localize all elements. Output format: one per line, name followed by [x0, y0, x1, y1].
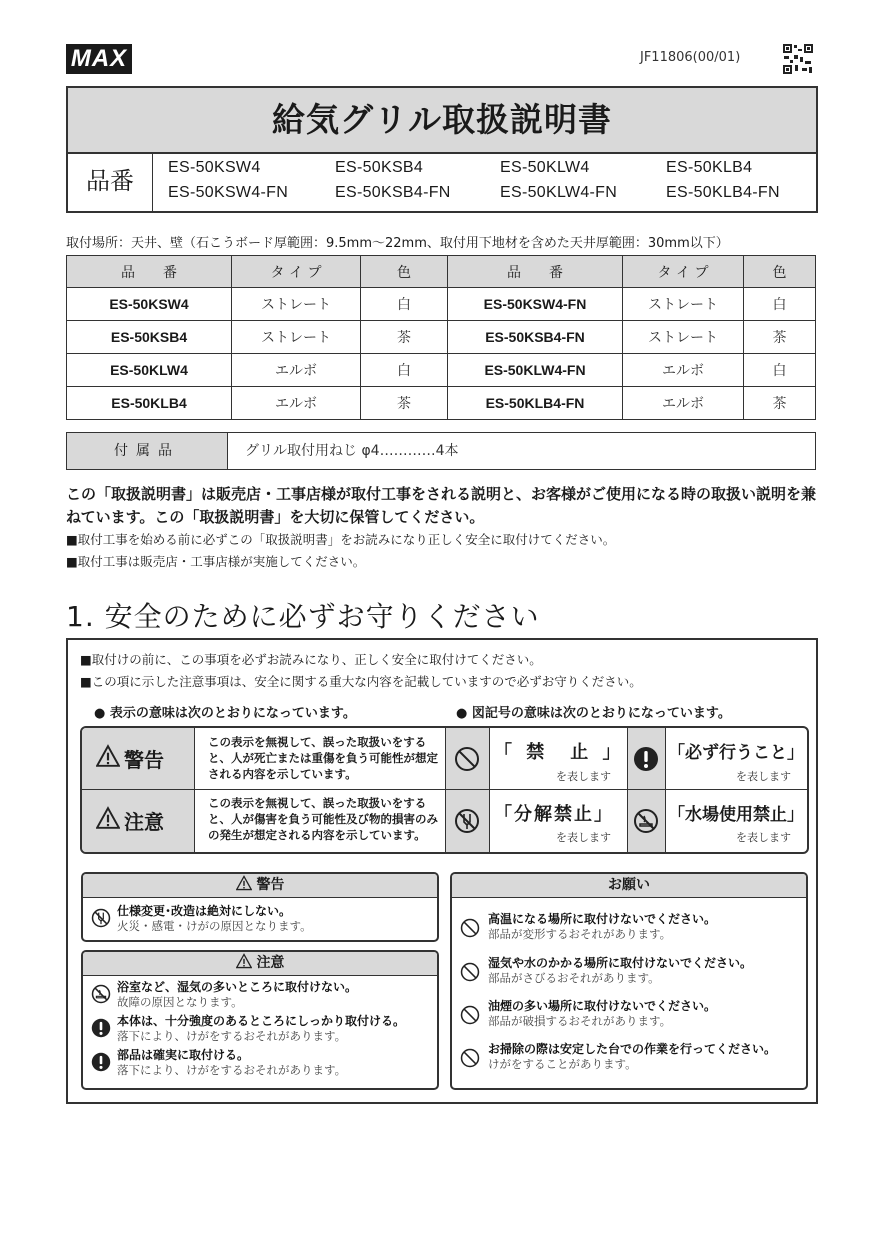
mandatory-action-icon	[633, 746, 659, 772]
accessories-box	[66, 432, 816, 470]
list-item	[117, 904, 312, 934]
column-header: タ イ プ	[623, 256, 744, 288]
model-number: ES-50KSB4-FN	[335, 184, 451, 201]
column-header: 色	[361, 256, 448, 288]
spec-table	[66, 255, 816, 420]
document-code: JF11806(00/01)	[640, 50, 741, 65]
accessories-value: グリル取付用ねじ φ4…………4本	[245, 443, 459, 459]
column-header: 品 番	[67, 256, 232, 288]
item-sub: 火災・感電・けがの原因となります。	[117, 919, 312, 933]
item-text: 油煙の多い場所に取付けないでください。	[488, 999, 717, 1013]
list-item	[117, 1048, 346, 1078]
represents-text: を表します	[556, 770, 611, 783]
table-header-row	[67, 256, 816, 288]
table-row	[67, 321, 816, 354]
list-item	[488, 1042, 776, 1072]
table-cell: 茶	[361, 321, 448, 354]
table-cell: ES-50KLB4	[67, 387, 232, 420]
column-header: 色	[744, 256, 816, 288]
install-location-note: 取付場所：天井、壁（石こうボード厚範囲：9.5mm～22mm、取付用下地材を含めた天井厚範囲：30mm以下）	[66, 236, 729, 251]
caution-panel	[81, 950, 439, 1090]
caution-panel-header	[83, 952, 437, 976]
model-number: ES-50KLB4	[666, 159, 753, 176]
caution-panel-title: 注意	[256, 955, 285, 971]
table-cell: 白	[361, 288, 448, 321]
model-number: ES-50KSB4	[335, 159, 424, 176]
safety-box	[66, 638, 818, 1104]
warning-panel-title: 警告	[256, 877, 285, 893]
represents-text: を表します	[556, 831, 611, 844]
mandatory-label: 「必ず行うこと」	[668, 743, 804, 763]
caution-description: この表示を無視して、誤った取扱いをすると、人が傷害を負う可能性及び物的損害のみの発生が想定される内容を示しています。	[208, 796, 438, 842]
warning-description: この表示を無視して、誤った取扱いをすると、人が死亡または重傷を負う可能性が想定される内容を示しています。	[208, 735, 438, 781]
warning-triangle-icon	[236, 875, 252, 891]
table-row	[67, 288, 816, 321]
table-cell: ストレート	[623, 321, 744, 354]
table-cell: ES-50KSW4-FN	[448, 288, 623, 321]
column-header: タ イ プ	[232, 256, 361, 288]
max-logo: MAX	[66, 44, 132, 74]
item-sub: 部品が変形するおそれがあります。	[488, 927, 672, 941]
prohibition-icon	[460, 962, 480, 982]
page-title: 給気グリル取扱説明書	[66, 86, 818, 154]
table-cell: ES-50KSB4-FN	[448, 321, 623, 354]
represents-text: を表します	[736, 770, 791, 783]
warning-panel	[81, 872, 439, 942]
prohibition-label: 「 禁 止 」	[494, 742, 625, 763]
item-text: 部品は確実に取付ける。	[117, 1048, 250, 1062]
section-title: 1. 安全のために必ずお守りください	[66, 600, 540, 633]
prohibition-icon	[454, 746, 480, 772]
no-disassembly-icon	[454, 808, 480, 834]
no-disassembly-label: 「分解禁止」	[494, 804, 614, 825]
list-item	[117, 980, 357, 1010]
table-row	[67, 354, 816, 387]
table-cell: ES-50KSW4	[67, 288, 232, 321]
table-cell: エルボ	[623, 387, 744, 420]
request-panel-header: お願い	[452, 874, 806, 898]
intro-bullet: ■取付工事を始める前に必ずこの「取扱説明書」をお読みになり正しく安全に取付けてください。	[66, 532, 616, 547]
table-cell: 白	[361, 354, 448, 387]
item-sub: 故障の原因となります。	[117, 995, 243, 1009]
table-cell: エルボ	[232, 354, 361, 387]
list-item	[488, 956, 752, 986]
table-cell: ストレート	[232, 288, 361, 321]
item-text: 湿気や水のかかる場所に取付けないでください。	[488, 956, 753, 970]
item-text: 仕様変更･改造は絶対にしない。	[117, 904, 292, 918]
table-cell: 茶	[744, 387, 816, 420]
represents-text: を表します	[736, 831, 791, 844]
table-cell: エルボ	[232, 387, 361, 420]
model-number: ES-50KSW4-FN	[168, 184, 289, 201]
table-row	[67, 387, 816, 420]
list-item	[488, 912, 716, 942]
mandatory-action-icon	[91, 1018, 111, 1038]
item-sub: 部品がさびるおそれがあります。	[488, 971, 660, 985]
prohibition-icon	[460, 1005, 480, 1025]
item-sub: けがをすることがあります。	[488, 1057, 637, 1071]
warning-label: 警告	[124, 748, 164, 772]
caution-triangle-icon	[96, 806, 120, 830]
item-text: 高温になる場所に取付けないでください。	[488, 912, 717, 926]
legend-table	[80, 726, 809, 854]
item-sub: 部品が破損するおそれがあります。	[488, 1014, 672, 1028]
table-cell: 白	[744, 288, 816, 321]
accessories-label: 付属品	[67, 433, 228, 469]
table-cell: ストレート	[232, 321, 361, 354]
caution-label: 注意	[124, 810, 164, 834]
item-sub: 落下により、けがをするおそれがあります。	[117, 1063, 347, 1077]
warning-triangle-icon	[236, 953, 252, 969]
table-cell: 白	[744, 354, 816, 387]
model-number: ES-50KLW4	[500, 159, 590, 176]
table-cell: ES-50KLW4	[67, 354, 232, 387]
request-panel	[450, 872, 808, 1090]
table-cell: ES-50KSB4	[67, 321, 232, 354]
prohibition-icon	[460, 918, 480, 938]
table-cell: ストレート	[623, 288, 744, 321]
item-text: お掃除の際は安定した台での作業を行ってください。	[488, 1042, 777, 1056]
item-sub: 落下により、けがをするおそれがあります。	[117, 1029, 347, 1043]
qr-code-icon	[782, 43, 814, 75]
model-number: ES-50KSW4	[168, 159, 261, 176]
legend-left-title: ● 表示の意味は次のとおりになっています。	[94, 706, 356, 721]
no-water-area-icon	[91, 984, 111, 1004]
warning-triangle-icon	[96, 744, 120, 768]
model-number-box	[66, 152, 818, 213]
item-text: 浴室など、湿気の多いところに取付けない。	[117, 980, 358, 994]
no-water-area-icon	[633, 808, 659, 834]
model-number: ES-50KLW4-FN	[500, 184, 618, 201]
intro-text: この「取扱説明書」は販売店・工事店様が取付工事をされる説明と、お客様がご使用になる時の取扱い説明を兼ねています。この「取扱説明書」を大切に保管してください。	[66, 485, 817, 526]
table-cell: 茶	[361, 387, 448, 420]
warning-panel-header	[83, 874, 437, 898]
list-item	[488, 999, 716, 1029]
table-cell: ES-50KLW4-FN	[448, 354, 623, 387]
table-cell: ES-50KLB4-FN	[448, 387, 623, 420]
mandatory-action-icon	[91, 1052, 111, 1072]
no-disassembly-icon	[91, 908, 111, 928]
model-label: 品番	[68, 152, 153, 211]
legend-right-title: ● 図記号の意味は次のとおりになっています。	[456, 706, 731, 721]
item-text: 本体は、十分強度のあるところにしっかり取付ける。	[117, 1014, 406, 1028]
list-item	[117, 1014, 405, 1044]
table-cell: エルボ	[623, 354, 744, 387]
safety-bullet: ■この項に示した注意事項は、安全に関する重大な内容を記載していますので必ずお守りください。	[80, 674, 642, 689]
intro-bullet: ■取付工事は販売店・工事店様が実施してください。	[66, 554, 366, 569]
no-water-area-label: 「水場使用禁止」	[668, 805, 804, 825]
model-number: ES-50KLB4-FN	[666, 184, 780, 201]
prohibition-icon	[460, 1048, 480, 1068]
table-cell: 茶	[744, 321, 816, 354]
safety-bullet: ■取付けの前に、この事項を必ずお読みになり、正しく安全に取付けてください。	[80, 652, 542, 667]
column-header: 品 番	[448, 256, 623, 288]
